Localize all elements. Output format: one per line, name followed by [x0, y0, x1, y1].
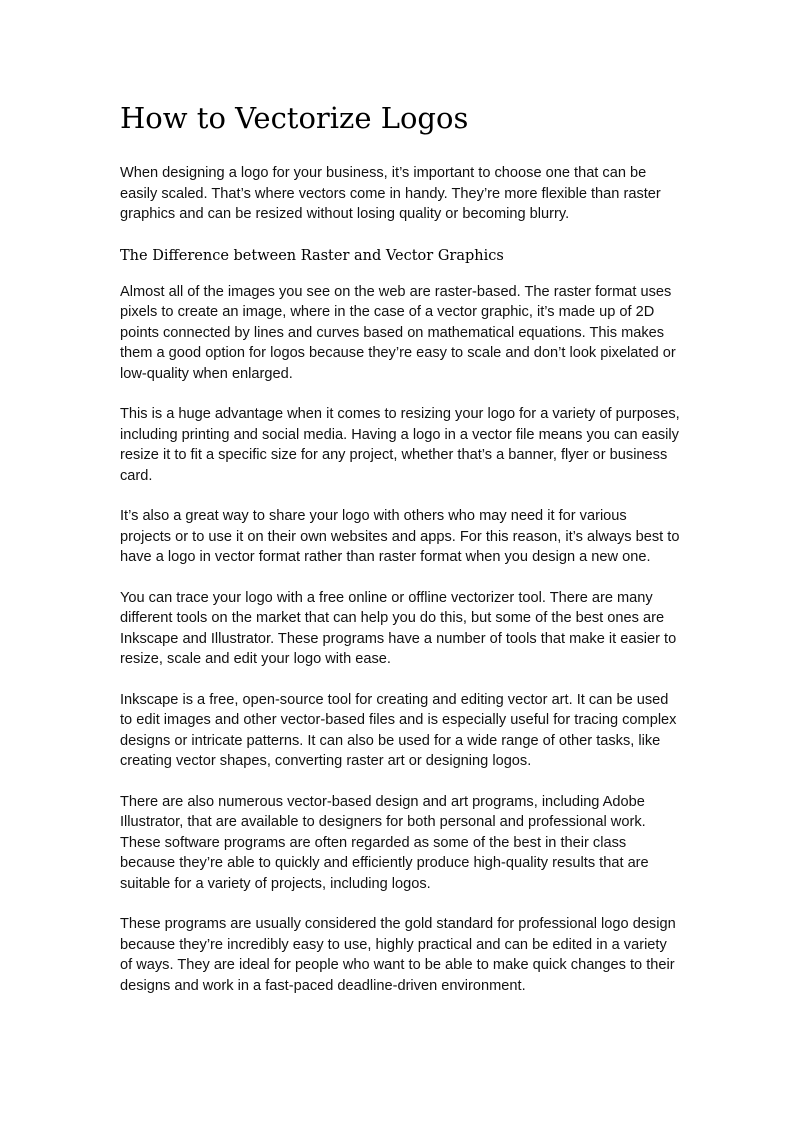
body-paragraph: This is a huge advantage when it comes to resizing your logo for a variety of purposes, including printing and social media. Having a logo in a vector file means you can easily resize it to fit a specific size for any project, whether that’s a banner, flyer or business card.: [120, 406, 680, 484]
body-paragraph: Almost all of the images you see on the web are raster-based. The raster format uses pixels to create an image, where in the case of a vector graphic, it’s made up of 2D points connected by lines and curves based on mathematical equations. This makes them a good option for logos because they’re easy to scale and don’t look pixelated or low-quality when enlarged.: [120, 283, 676, 382]
body-paragraph: You can trace your logo with a free online or offline vectorizer tool. There are many different tools on the market that can help you do this, but some of the best ones are Inkscape and Illustrator. These programs have a number of tools that make it easier to resize, scale and edit your logo with ease.: [120, 589, 677, 667]
body-paragraph: Inkscape is a free, open-source tool for creating and editing vector art. It can be used to edit images and other vector-based files and is especially useful for tracing complex designs or intricate patterns. It can also be used for a wide range of other tasks, like creating vector shapes, converting raster art or designing logos.: [120, 691, 677, 769]
document-page: [120, 96, 680, 1016]
body-paragraph: It’s also a great way to share your logo with others who may need it for various projects or to use it on their own websites and apps. For this reason, it’s always best to have a logo in vector format rather than raster format when you design a new one.: [120, 508, 680, 565]
intro-paragraph: When designing a logo for your business, it’s important to choose one that can be easily scaled. That’s where vectors come in handy. They’re more flexible than raster graphics and can be resized without losing quality or becoming blurry.: [120, 165, 661, 222]
body-paragraph: These programs are usually considered the gold standard for professional logo design because they’re incredibly easy to use, highly practical and can be edited in a variety of ways. They are ideal for people who want to be able to make quick changes to their designs and work in a fast-paced deadline-driven environment.: [120, 916, 676, 994]
section-heading: The Difference between Raster and Vector Graphics: [120, 247, 504, 264]
body-paragraph: There are also numerous vector-based design and art programs, including Adobe Illustrator, that are available to designers for both personal and professional work. These software programs are often regarded as some of the best in their class because they’re able to quickly and efficiently produce high-quality results that are suitable for a variety of projects, including logos.: [120, 793, 649, 892]
document-title: How to Vectorize Logos: [120, 101, 469, 135]
